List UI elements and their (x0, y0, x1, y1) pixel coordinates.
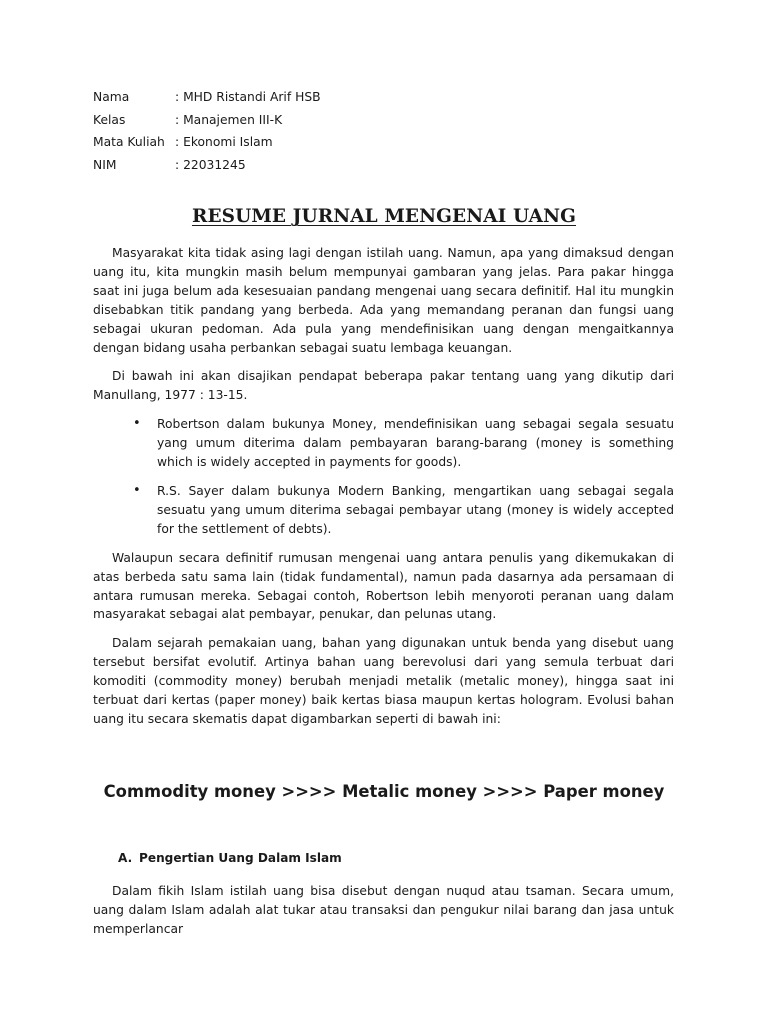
info-label: Mata Kuliah (93, 135, 165, 149)
list-item (133, 482, 674, 539)
section-heading-text: Pengertian Uang Dalam Islam (139, 851, 342, 865)
info-row-mata-kuliah (93, 131, 321, 154)
list-item-text: Robertson dalam bukunya Money, mendefinisikan uang sebagai segala sesuatu yang umum diterima dalam pembayaran barang-barang (money is something which is widely accepted in payments for goods). (157, 417, 674, 470)
student-info (93, 86, 321, 176)
info-value: : MHD Ristandi Arif HSB (175, 86, 321, 109)
document-body (93, 244, 674, 739)
bullet-list (93, 415, 674, 538)
info-label: Kelas (93, 112, 126, 127)
paragraph: Masyarakat kita tidak asing lagi dengan istilah uang. Namun, apa yang dimaksud dengan uang itu, kita mungkin masih belum mempunyai gambaran yang jelas. Para pakar hingga saat ini juga belum ada kesesuaian pandang mengenai uang secara definitif. Hal itu mungkin disebabkan titik pandang yang berbeda. Ada yang memandang peranan dan fungsi uang sebagai ukuran pedoman. Ada pula yang mendefinisikan uang dengan mengaitkannya dengan bidang usaha perbankan sebagai suatu lembaga keuangan. (93, 246, 674, 355)
info-row-nama (93, 86, 321, 109)
money-evolution-scheme: Commodity money >>>> Metalic money >>>> Paper money (103, 782, 665, 801)
info-value: : 22031245 (175, 154, 246, 177)
info-value: : Manajemen III-K (175, 109, 282, 132)
bullet-icon: • (133, 482, 141, 498)
info-label: NIM (93, 157, 117, 172)
section-heading (118, 851, 342, 865)
info-label: Nama (93, 90, 130, 104)
paragraph: Dalam sejarah pemakaian uang, bahan yang digunakan untuk benda yang disebut uang tersebut bersifat evolutif. Artinya bahan uang berevolusi dari yang semula terbuat dari komoditi (commodity money) berubah menjadi metalik (metalic money), hingga saat ini terbuat dari kertas (paper money) baik kertas biasa maupun kertas hologram. Evolusi bahan uang itu secara skematis dapat digambarkan seperti di bawah ini: (93, 636, 674, 726)
info-row-nim (93, 154, 321, 177)
document-title: RESUME JURNAL MENGENAI UANG (191, 206, 577, 227)
paragraph: Walaupun secara definitif rumusan mengenai uang antara penulis yang dikemukakan di atas berbeda satu sama lain (tidak fundamental), namun pada dasarnya ada persamaan di antara rumusan mereka. Sebagai contoh, Robertson lebih menyoroti peranan uang dalam masyarakat sebagai alat pembayar, penukar, dan pelunas utang. (93, 550, 674, 622)
section-letter: A. (118, 851, 133, 865)
info-row-kelas (93, 109, 321, 132)
list-item (133, 415, 674, 472)
paragraph: Dalam fikih Islam istilah uang bisa disebut dengan nuqud atau tsaman. Secara umum, uang dalam Islam adalah alat tukar atau transaksi dan pengukur nilai barang dan jasa untuk memperlancar (93, 884, 674, 936)
info-value: : Ekonomi Islam (175, 131, 273, 154)
paragraph: Di bawah ini akan disajikan pendapat beberapa pakar tentang uang yang dikutip dari Manullang, 1977 : 13-15. (93, 369, 674, 403)
list-item-text: R.S. Sayer dalam bukunya Modern Banking, mengartikan uang sebagai segala sesuatu yang umum diterima sebagai pembayar utang (money is widely accepted for the settlement of debts). (157, 483, 674, 536)
bullet-icon: • (133, 416, 141, 432)
